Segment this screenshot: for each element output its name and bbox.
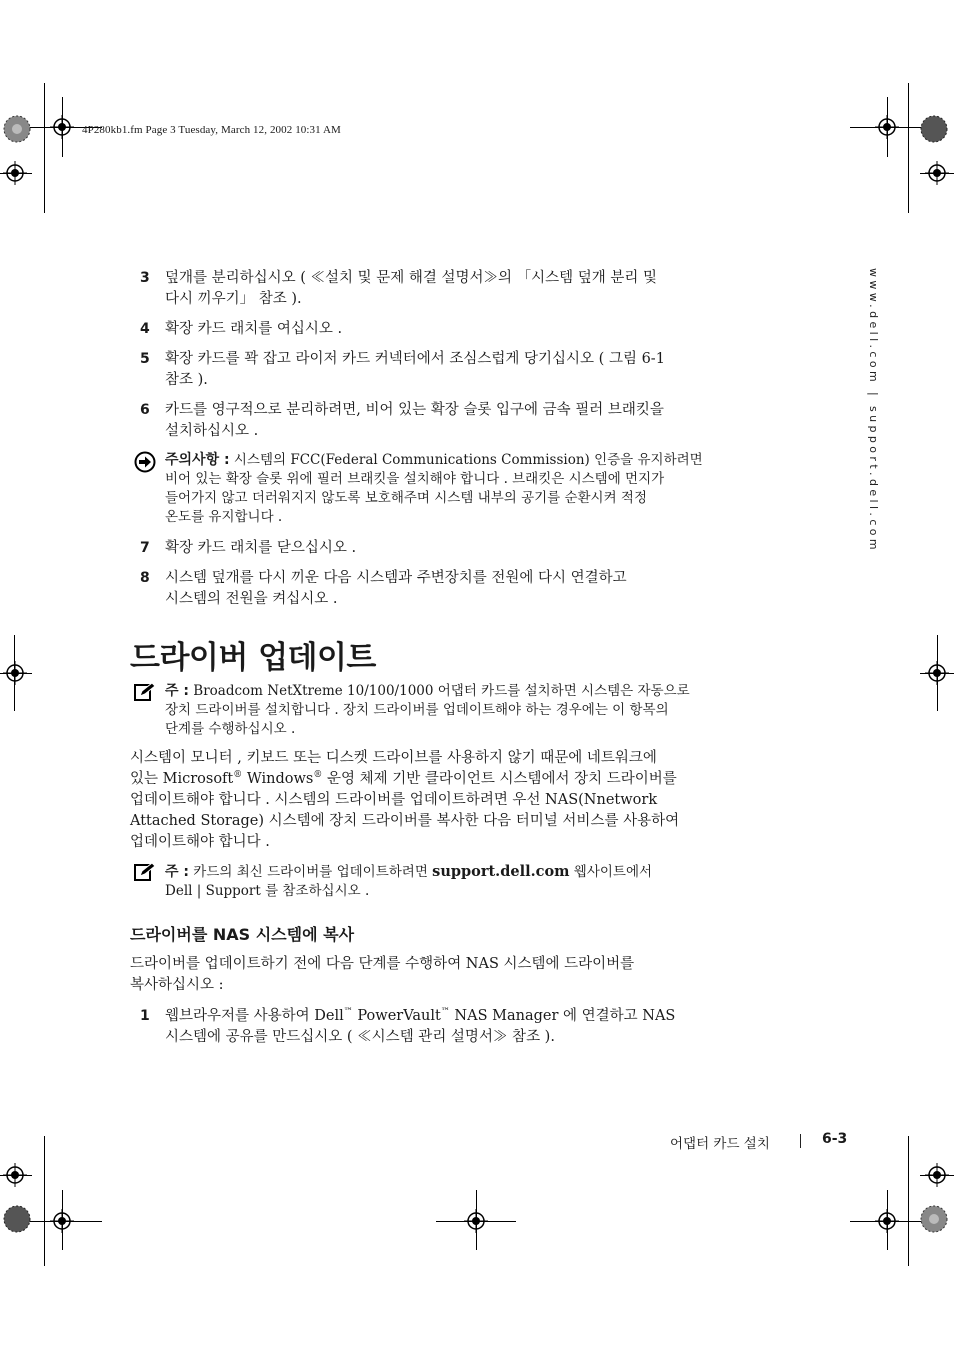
paragraph-line: 업데이트해야 합니다 . (130, 834, 270, 850)
note-text: 카드의 최신 드라이버를 업데이트하려면 (193, 864, 433, 880)
paragraph-line: 드라이버를 업데이트하기 전에 다음 단계를 수행하여 NAS 시스템에 드라이버를 (130, 956, 635, 972)
notice-text-line: 비어 있는 확장 슬롯 위에 필러 브래킷을 설치해야 합니다 . 브래킷은 시스템에 먼지가 (165, 471, 665, 487)
step-text-line: 확장 카드 래치를 여십시오 . (165, 321, 343, 337)
file-stamp: 4P280kb1.fm Page 3 Tuesday, March 12, 2002 10:31 AM (82, 124, 341, 136)
step-text-line: 확장 카드 래치를 닫으십시오 . (165, 540, 357, 556)
registration-target-icon (925, 161, 949, 185)
paragraph-text: 운영 체제 기반 클라이언트 시스템에서 장치 드라이버를 (322, 771, 677, 787)
notice-label: 주의사항 : (165, 452, 230, 468)
registration-target-icon (3, 161, 27, 185)
paragraph-line: Attached Storage) 시스템에 장치 드라이버를 복사한 다음 터미널 서비스를 사용하여 (130, 813, 680, 829)
step-text-line: 설치하십시오 . (165, 423, 259, 439)
step-text: NAS Manager 에 연결하고 NAS (449, 1008, 676, 1024)
notice-text-line: 시스템의 FCC(Federal Communications Commission) 인증을 유지하려면 (233, 452, 703, 468)
step-text: PowerVault (352, 1008, 441, 1024)
step-number: 3 (140, 270, 150, 286)
trademark-mark: ™ (440, 1007, 450, 1018)
trademark-mark: ™ (343, 1007, 353, 1018)
paragraph-text: Windows (242, 771, 314, 787)
note-text-line: 단계를 수행하십시오 . (165, 721, 296, 737)
step-number: 6 (140, 402, 150, 418)
registration-target-icon (50, 1209, 74, 1233)
step-text-line: 다시 끼우기」 참조 ). (165, 291, 302, 307)
pencil-note-icon (134, 862, 156, 882)
registration-target-icon (3, 661, 27, 685)
notice-text-line: 온도를 유지합니다 . (165, 509, 283, 525)
notice-arrow-icon (134, 451, 156, 473)
step-number: 7 (140, 540, 150, 556)
note-text-line: 장치 드라이버를 설치합니다 . 장치 드라이버를 업데이트해야 하는 경우에는 이 항목의 (165, 702, 669, 718)
color-star-target-icon (3, 115, 31, 143)
notice-text-line: 들어가지 않고 더러워지지 않도록 보호해주며 시스템 내부의 공기를 순환시켜 적정 (165, 490, 648, 506)
step-number: 1 (140, 1008, 150, 1024)
pencil-note-icon (134, 682, 156, 702)
step-text-line: 참조 ). (165, 372, 208, 388)
paragraph-line: 업데이트해야 합니다 . 시스템의 드라이버를 업데이트하려면 우선 NAS(Nnetwork (130, 792, 658, 808)
step-number: 4 (140, 321, 150, 337)
step-text-line: 덮개를 분리하십시오 ( ≪설치 및 문제 해결 설명서≫의 「시스템 덮개 분리 및 (165, 270, 658, 286)
step-number: 5 (140, 351, 150, 367)
section-title: 드라이버 업데이트 (130, 640, 376, 676)
step-text: 웹브라우저를 사용하여 Dell (165, 1008, 344, 1024)
note-label: 주 : (165, 864, 189, 880)
body-paragraph (130, 954, 740, 996)
step-text-line: 시스템 덮개를 다시 끼운 다음 시스템과 주변장치를 전원에 다시 연결하고 (165, 570, 627, 586)
registration-target-icon (925, 1163, 949, 1187)
paragraph-text: 있는 Microsoft (130, 771, 234, 787)
registration-target-icon (3, 1163, 27, 1187)
body-paragraph (130, 748, 740, 853)
step-text-line: 시스템에 공유를 만드십시오 ( ≪시스템 관리 설명서≫ 참조 ). (165, 1029, 555, 1045)
registration-target-icon (925, 661, 949, 685)
registration-target-icon (50, 115, 74, 139)
paragraph-line (130, 769, 740, 790)
footer-separator (800, 1134, 801, 1148)
sidebar-url: www.dell.com | support.dell.com (867, 268, 880, 554)
subsection-title: 드라이버를 NAS 시스템에 복사 (130, 925, 355, 944)
step-text-line (165, 1006, 740, 1027)
step-text-line: 확장 카드를 꽉 잡고 라이저 카드 커넥터에서 조심스럽게 당기십시오 ( 그림 6-1 (165, 351, 665, 367)
footer-chapter-title: 어댑터 카드 설치 (670, 1136, 770, 1152)
paragraph-line: 시스템이 모니터 , 키보드 또는 디스켓 드라이브를 사용하지 않기 때문에 네트워크에 (130, 750, 657, 766)
paragraph-line: 복사하십시오 : (130, 977, 224, 993)
registration-target-icon (875, 115, 899, 139)
step-number: 8 (140, 570, 150, 586)
note-text-line: Dell | Support 를 참조하십시오 . (165, 883, 370, 899)
support-link[interactable]: support.dell.com (432, 863, 570, 880)
step-text-line: 카드를 영구적으로 분리하려면, 비어 있는 확장 슬롯 입구에 금속 필러 브래킷을 (165, 402, 664, 418)
page-number: 6-3 (822, 1131, 848, 1147)
step-text-line: 시스템의 전원을 켜십시오 . (165, 591, 338, 607)
color-star-target-icon (3, 1205, 31, 1233)
color-star-target-icon (920, 1205, 948, 1233)
registered-mark: ® (233, 770, 243, 781)
color-star-target-icon (920, 115, 948, 143)
registered-mark: ® (313, 770, 323, 781)
registration-target-icon (875, 1209, 899, 1233)
registration-target-icon (464, 1209, 488, 1233)
note-text: 웹사이트에서 (569, 864, 653, 880)
note-label: 주 : (165, 683, 189, 699)
note-text-line: Broadcom NetXtreme 10/100/1000 어댑터 카드를 설치하면 시스템은 자동으로 (193, 683, 690, 699)
